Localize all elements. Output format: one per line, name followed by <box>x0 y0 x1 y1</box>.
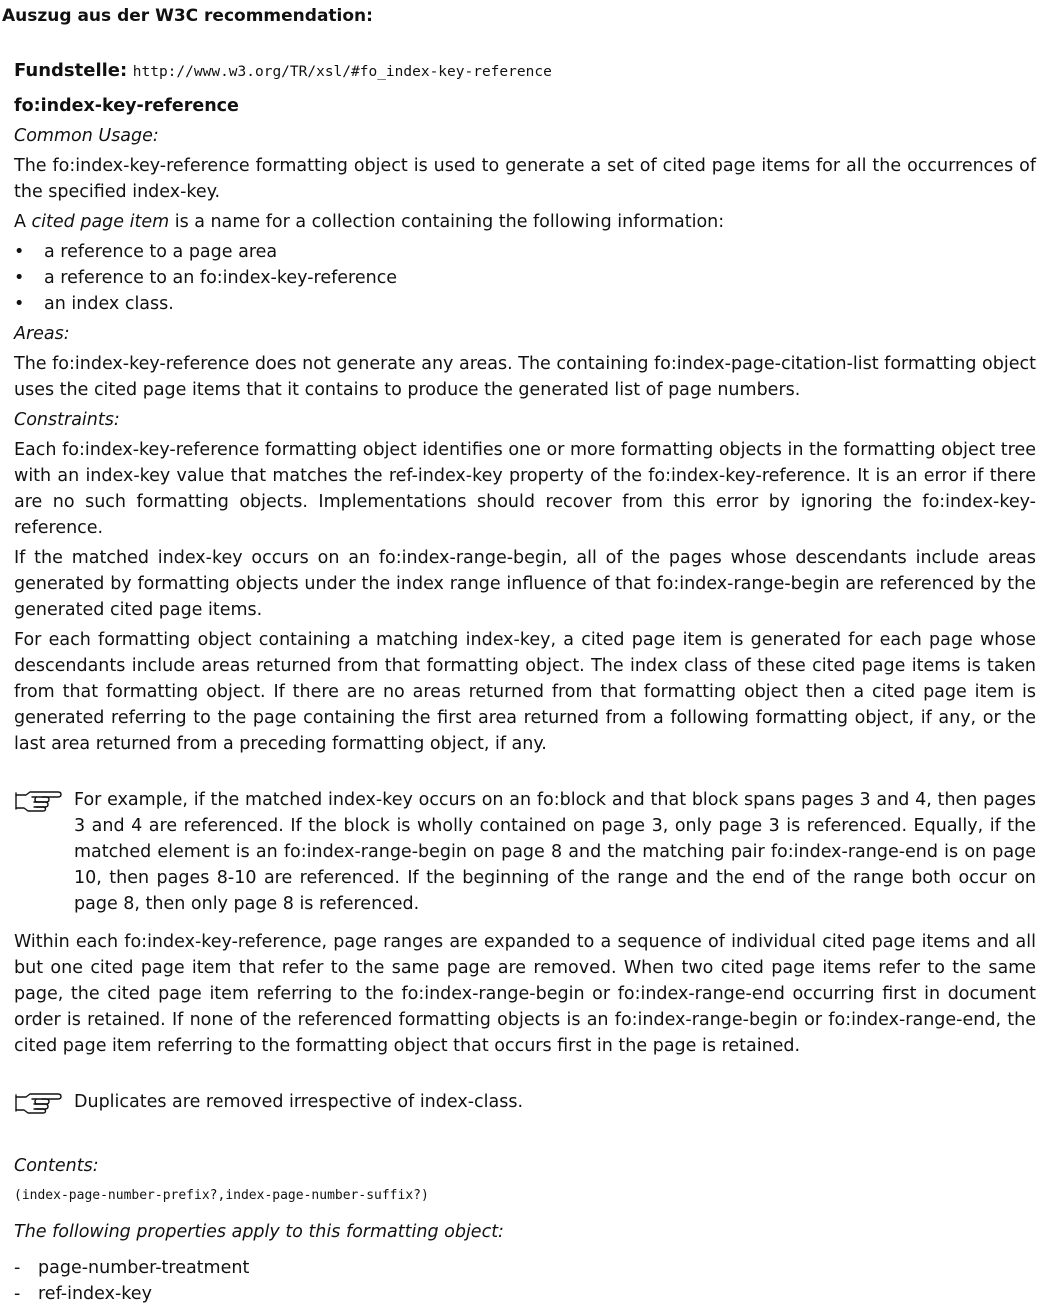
cited-page-item-list <box>14 239 1036 317</box>
constraints-paragraph-1: Each fo:index-key-reference formatting object identifies one or more formatting objects in the formatting object tree with an index-key value that matches the ref-index-key property of the fo:index-key-reference. It is an error if there are no such formatting objects. Implementations should recover from this error by ignoring the fo:index-key-reference. <box>14 440 1036 538</box>
property-name: page-number-treatment <box>38 1258 250 1278</box>
constraints-paragraph-3: For each formatting object containing a matching index-key, a cited page item is generated for each page whose descendants include areas returned from that formatting object. The index class of these cited page items is taken from that formatting object. If there are no areas returned from that formatting object then a cited page item is generated referring to the page containing the first area returned from a following formatting object, if any, or the last area returned from a preceding formatting object, if any. <box>14 630 1036 754</box>
list-item <box>14 239 1036 265</box>
bullet-icon: • <box>14 242 25 262</box>
fo-name-title: fo:index-key-reference <box>14 96 239 116</box>
note-duplicates <box>14 1089 1036 1123</box>
text-prefix: A <box>14 212 32 232</box>
constraints-title: Constraints: <box>14 410 120 430</box>
areas-title: Areas: <box>14 324 70 344</box>
list-item <box>14 1281 1036 1307</box>
source-label: Fundstelle: <box>14 60 128 81</box>
list-item-text: a reference to an fo:index-key-reference <box>44 268 398 288</box>
bullet-icon: • <box>14 294 25 314</box>
document-body <box>14 58 1036 1307</box>
common-usage-paragraph-1: The fo:index-key-reference formatting object is used to generate a set of cited page items for all the occurrences of the specified index-key. <box>14 156 1036 202</box>
common-usage-paragraph-2 <box>14 209 1036 235</box>
properties-list <box>14 1255 1036 1307</box>
list-item-text: a reference to a page area <box>44 242 278 262</box>
areas-paragraph: The fo:index-key-reference does not generate any areas. The containing fo:index-page-citation-list formatting object uses the cited page items that it contains to produce the generated list of page numbers. <box>14 354 1036 400</box>
note-example <box>14 787 1036 917</box>
list-item-text: an index class. <box>44 294 174 314</box>
list-item <box>14 265 1036 291</box>
page-heading: Auszug aus der W3C recommendation: <box>2 6 373 26</box>
property-name: ref-index-key <box>38 1284 152 1304</box>
pointing-hand-icon <box>14 1089 74 1123</box>
note-text: For example, if the matched index-key occurs on an fo:block and that block spans pages 3 and 4, then pages 3 and 4 are referenced. If the block is wholly contained on page 3, only page 3 is referenced. Equally, if the matched element is an fo:index-range-begin on page 8 and the matching pair fo:index-range-end is on page 10, then pages 8-10 are referenced. If the beginning of the range and the end of the range both occur on page 8, then only page 8 is referenced. <box>74 790 1036 914</box>
dash-icon: - <box>14 1284 21 1304</box>
list-item <box>14 1255 1036 1281</box>
text-suffix: is a name for a collection containing the following information: <box>169 212 725 232</box>
pointing-hand-icon <box>14 787 74 821</box>
source-line <box>14 58 1036 85</box>
source-url: http://www.w3.org/TR/xsl/#fo_index-key-reference <box>132 64 552 80</box>
note-text: Duplicates are removed irrespective of index-class. <box>74 1092 524 1112</box>
dash-icon: - <box>14 1258 21 1278</box>
cited-page-item-term: cited page item <box>31 212 170 232</box>
constraints-paragraph-2: If the matched index-key occurs on an fo:index-range-begin, all of the pages whose descendants include areas generated by formatting objects under the index range influence of that fo:index-range-begin are referenced by the generated cited page items. <box>14 548 1036 620</box>
contents-title: Contents: <box>14 1156 99 1176</box>
list-item <box>14 291 1036 317</box>
bullet-icon: • <box>14 268 25 288</box>
common-usage-title: Common Usage: <box>14 126 159 146</box>
properties-intro: The following properties apply to this formatting object: <box>14 1222 504 1242</box>
content-model: (index-page-number-prefix?,index-page-number-suffix?) <box>14 1188 429 1203</box>
constraints-paragraph-4: Within each fo:index-key-reference, page ranges are expanded to a sequence of individual cited page items and all but one cited page item that refer to the same page are removed. When two cited page items refer to the same page, the cited page item referring to the fo:index-range-begin or fo:index-range-end occurring first in document order is retained. If none of the referenced formatting objects is an fo:index-range-begin or fo:index-range-end, the cited page item referring to the formatting object that occurs first in the page is retained. <box>14 932 1036 1056</box>
